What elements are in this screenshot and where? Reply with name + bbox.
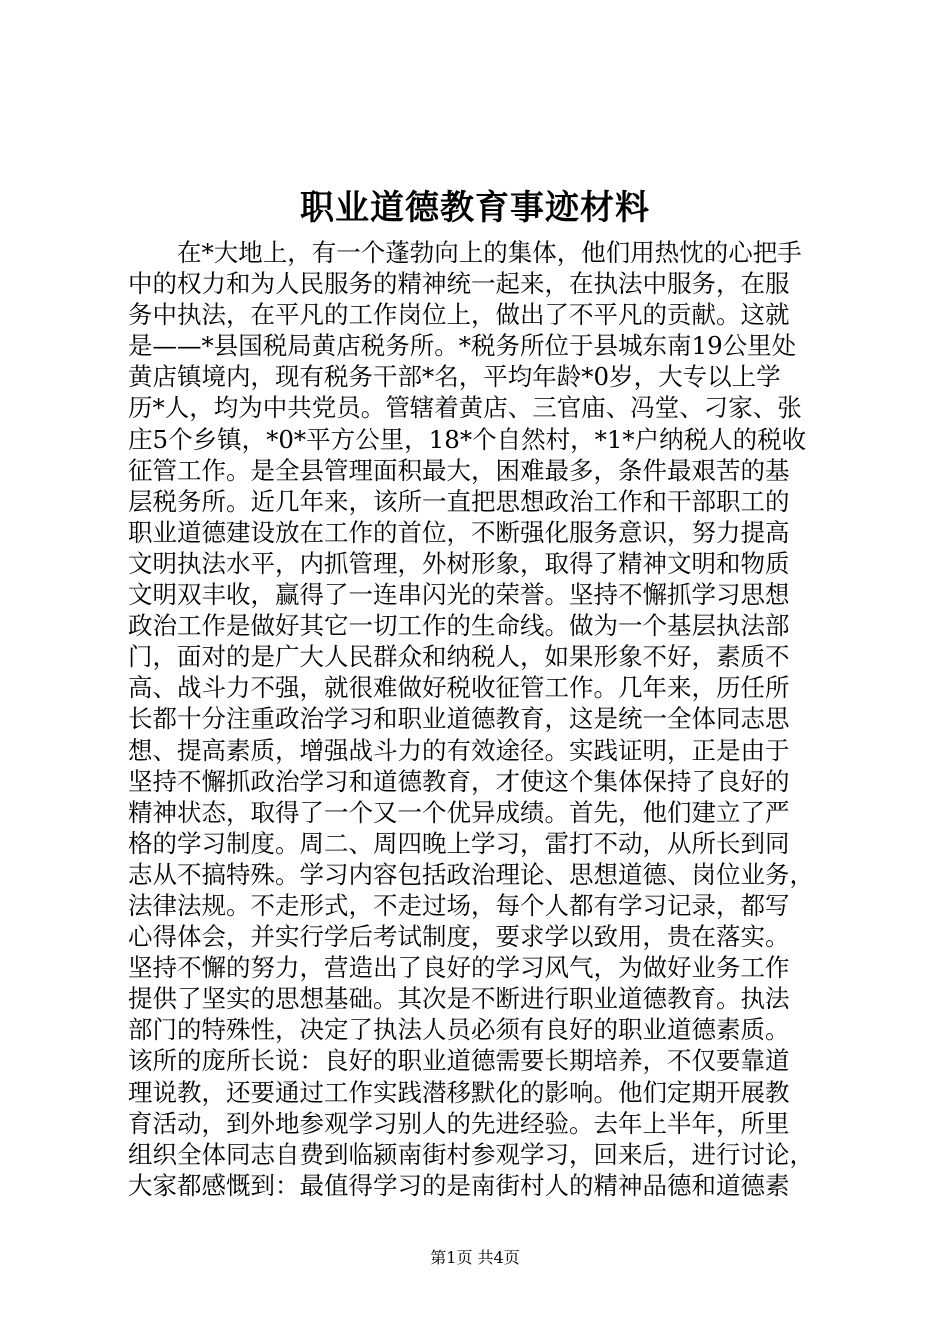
body-text-line: 育活动，到外地参观学习别人的先进经验。去年上半年，所里 bbox=[128, 1108, 790, 1138]
body-text-line: 政治工作是做好其它一切工作的生命线。做为一个基层执法部 bbox=[128, 611, 790, 641]
body-text-line: 该所的庞所长说：良好的职业道德需要长期培养，不仅要靠道 bbox=[128, 1046, 790, 1076]
body-text-line: 部门的特殊性，决定了执法人员必须有良好的职业道德素质。 bbox=[128, 1015, 790, 1045]
body-text-line: 长都十分注重政治学习和职业道德教育，这是统一全体同志思 bbox=[128, 704, 790, 734]
body-text-line: 心得体会，并实行学后考试制度，要求学以致用，贵在落实。 bbox=[128, 922, 790, 952]
body-text-line: 高、战斗力不强，就很难做好税收征管工作。几年来，历任所 bbox=[128, 673, 790, 703]
body-text-line: 组织全体同志自费到临颍南街村参观学习，回来后，进行讨论， bbox=[128, 1139, 814, 1169]
body-text-line: 中的权力和为人民服务的精神统一起来，在执法中服务，在服 bbox=[128, 269, 790, 299]
body-text-line: 大家都感慨到：最值得学习的是南街村人的精神品德和道德素 bbox=[128, 1170, 790, 1200]
body-text-line: 提供了坚实的思想基础。其次是不断进行职业道德教育。执法 bbox=[128, 984, 790, 1014]
body-text-line: 文明执法水平，内抓管理，外树形象，取得了精神文明和物质 bbox=[128, 548, 790, 578]
body-text-line: 务中执法，在平凡的工作岗位上，做出了不平凡的贡献。这就 bbox=[128, 300, 790, 330]
body-text-line: 层税务所。近几年来，该所一直把思想政治工作和干部职工的 bbox=[128, 486, 790, 516]
body-text-line: 格的学习制度。周二、周四晚上学习，雷打不动，从所长到同 bbox=[128, 828, 790, 858]
body-text-line: 历*人，均为中共党员。管辖着黄店、三官庙、冯堂、刁家、张 bbox=[128, 393, 802, 423]
body-text-line: 想、提高素质，增强战斗力的有效途径。实践证明，正是由于 bbox=[128, 735, 790, 765]
body-text-line: 精神状态，取得了一个又一个优异成绩。首先，他们建立了严 bbox=[128, 797, 790, 827]
body-text-line: 在*大地上，有一个蓬勃向上的集体，他们用热忱的心把手 bbox=[128, 238, 802, 267]
body-text-line: 坚持不懈抓政治学习和道德教育，才使这个集体保持了良好的 bbox=[128, 766, 790, 796]
body-text-line: 职业道德建设放在工作的首位，不断强化服务意识，努力提高 bbox=[128, 517, 790, 547]
document-title: 职业道德教育事迹材料 bbox=[300, 188, 650, 228]
body-text-line: 坚持不懈的努力，营造出了良好的学习风气，为做好业务工作 bbox=[128, 953, 790, 983]
body-text-line: 征管工作。是全县管理面积最大，困难最多，条件最艰苦的基 bbox=[128, 455, 790, 485]
body-text-line: 庄5个乡镇，*0*平方公里，18*个自然村，*1*户纳税人的税收 bbox=[128, 424, 807, 454]
body-text-line: 是——*县国税局黄店税务所。*税务所位于县城东南19公里处 bbox=[128, 331, 797, 361]
page-footer: 第1页 共4页 bbox=[430, 1248, 520, 1267]
body-text-line: 黄店镇境内，现有税务干部*名，平均年龄*0岁，大专以上学 bbox=[128, 362, 781, 392]
body-text-line: 志从不搞特殊。学习内容包括政治理论、思想道德、岗位业务， bbox=[128, 859, 814, 889]
document-body bbox=[128, 237, 828, 1201]
body-text-line: 理说教，还要通过工作实践潜移默化的影响。他们定期开展教 bbox=[128, 1077, 790, 1107]
body-text-line: 法律法规。不走形式，不走过场，每个人都有学习记录，都写 bbox=[128, 890, 790, 920]
body-text-line: 门，面对的是广大人民群众和纳税人，如果形象不好，素质不 bbox=[128, 642, 790, 672]
body-text-line: 文明双丰收，赢得了一连串闪光的荣誉。坚持不懈抓学习思想 bbox=[128, 580, 790, 610]
